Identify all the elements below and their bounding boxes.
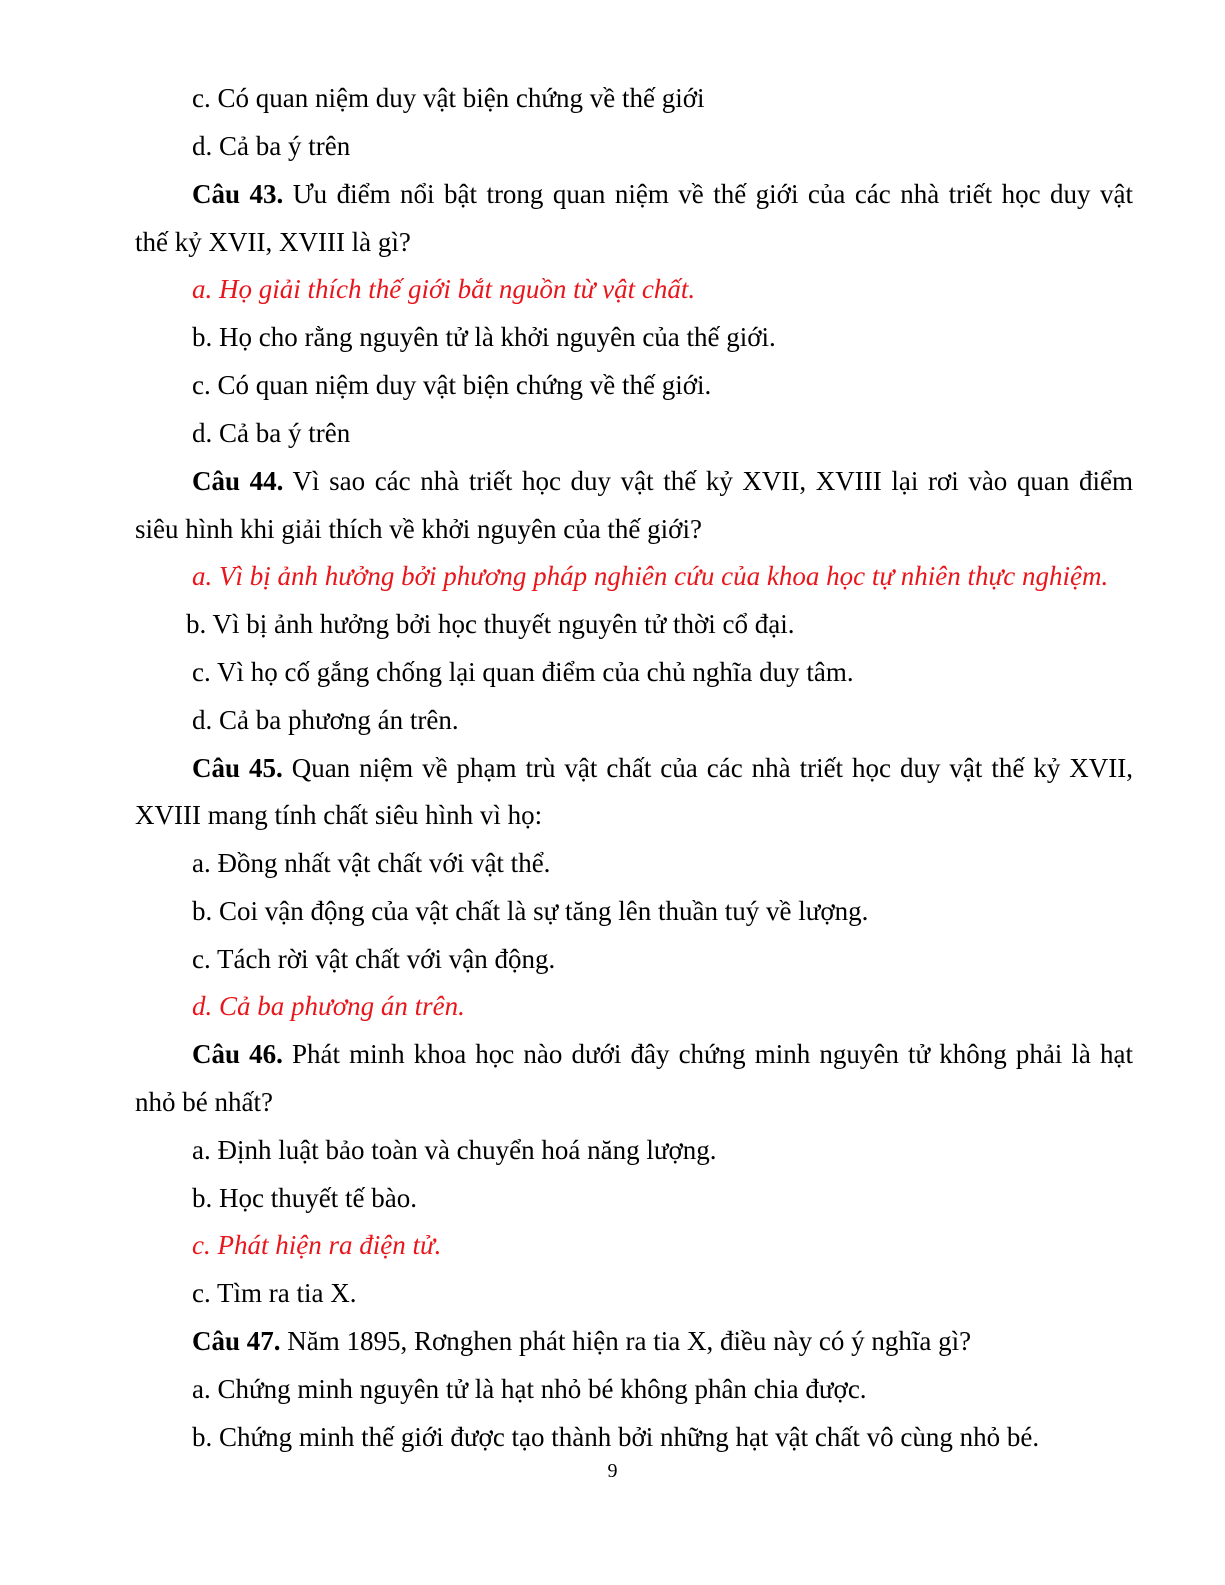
question-44-continuation: siêu hình khi giải thích về khởi nguyên của thế giới?	[135, 514, 702, 544]
question-text: Ưu điểm nổi bật trong quan niệm về thế giới của các nhà triết học duy vật	[283, 179, 1133, 209]
option-b: b. Chứng minh thế giới được tạo thành bởi những hạt vật chất vô cùng nhỏ bé.	[192, 1422, 1040, 1452]
option-c: c. Vì họ cố gắng chống lại quan điểm của chủ nghĩa duy tâm.	[192, 657, 854, 687]
question-43-continuation: thế kỷ XVII, XVIII là gì?	[135, 227, 411, 257]
option-a: a. Chứng minh nguyên tử là hạt nhỏ bé không phân chia được.	[192, 1374, 867, 1404]
question-text: Vì sao các nhà triết học duy vật thế kỷ XVII, XVIII lại rơi vào quan điểm	[283, 466, 1133, 496]
option-a: a. Đồng nhất vật chất với vật thể.	[192, 848, 551, 878]
correct-answer-d: d. Cả ba phương án trên.	[192, 991, 465, 1021]
question-47	[192, 1324, 971, 1358]
option-d: d. Cả ba ý trên	[192, 418, 351, 448]
option-b: b. Coi vận động của vật chất là sự tăng lên thuần tuý về lượng.	[192, 896, 869, 926]
question-45	[192, 751, 1133, 785]
correct-answer-c: c. Phát hiện ra điện tử.	[192, 1230, 442, 1260]
question-number: Câu 43.	[192, 179, 284, 209]
option-c: c. Có quan niệm duy vật biện chứng về thế giới.	[192, 370, 712, 400]
option-c: c. Tách rời vật chất với vận động.	[192, 944, 556, 974]
question-text: Quan niệm về phạm trù vật chất của các nhà triết học duy vật thế kỷ XVII,	[282, 753, 1134, 783]
question-46-continuation: nhỏ bé nhất?	[135, 1087, 273, 1117]
option-d: d. Cả ba phương án trên.	[192, 705, 459, 735]
option-b: b. Học thuyết tế bào.	[192, 1183, 417, 1213]
question-text: Phát minh khoa học nào dưới đây chứng minh nguyên tử không phải là hạt	[282, 1039, 1133, 1069]
question-text: Năm 1895, Rơnghen phát hiện ra tia X, điều này có ý nghĩa gì?	[280, 1326, 972, 1356]
question-44	[192, 464, 1133, 498]
page-number: 9	[607, 1460, 618, 1482]
question-43	[192, 177, 1133, 211]
question-number: Câu 44.	[192, 466, 284, 496]
option-c-duplicate: c. Tìm ra tia X.	[192, 1278, 357, 1308]
option-b: b. Họ cho rằng nguyên tử là khởi nguyên của thế giới.	[192, 322, 776, 352]
question-number: Câu 46.	[192, 1039, 283, 1069]
question-number: Câu 45.	[192, 753, 283, 783]
option-c: c. Có quan niệm duy vật biện chứng về thế giới	[192, 83, 705, 113]
correct-answer-a: a. Họ giải thích thế giới bắt nguồn từ vật chất.	[192, 274, 696, 304]
question-number: Câu 47.	[192, 1326, 281, 1356]
question-45-continuation: XVIII mang tính chất siêu hình vì họ:	[135, 800, 543, 830]
option-a: a. Định luật bảo toàn và chuyển hoá năng lượng.	[192, 1135, 717, 1165]
option-d: d. Cả ba ý trên	[192, 131, 351, 161]
option-b: b. Vì bị ảnh hưởng bởi học thuyết nguyên tử thời cổ đại.	[186, 609, 795, 639]
question-46	[192, 1037, 1133, 1071]
correct-answer-a: a. Vì bị ảnh hưởng bởi phương pháp nghiên cứu của khoa học tự nhiên thực nghiệm.	[192, 561, 1109, 591]
